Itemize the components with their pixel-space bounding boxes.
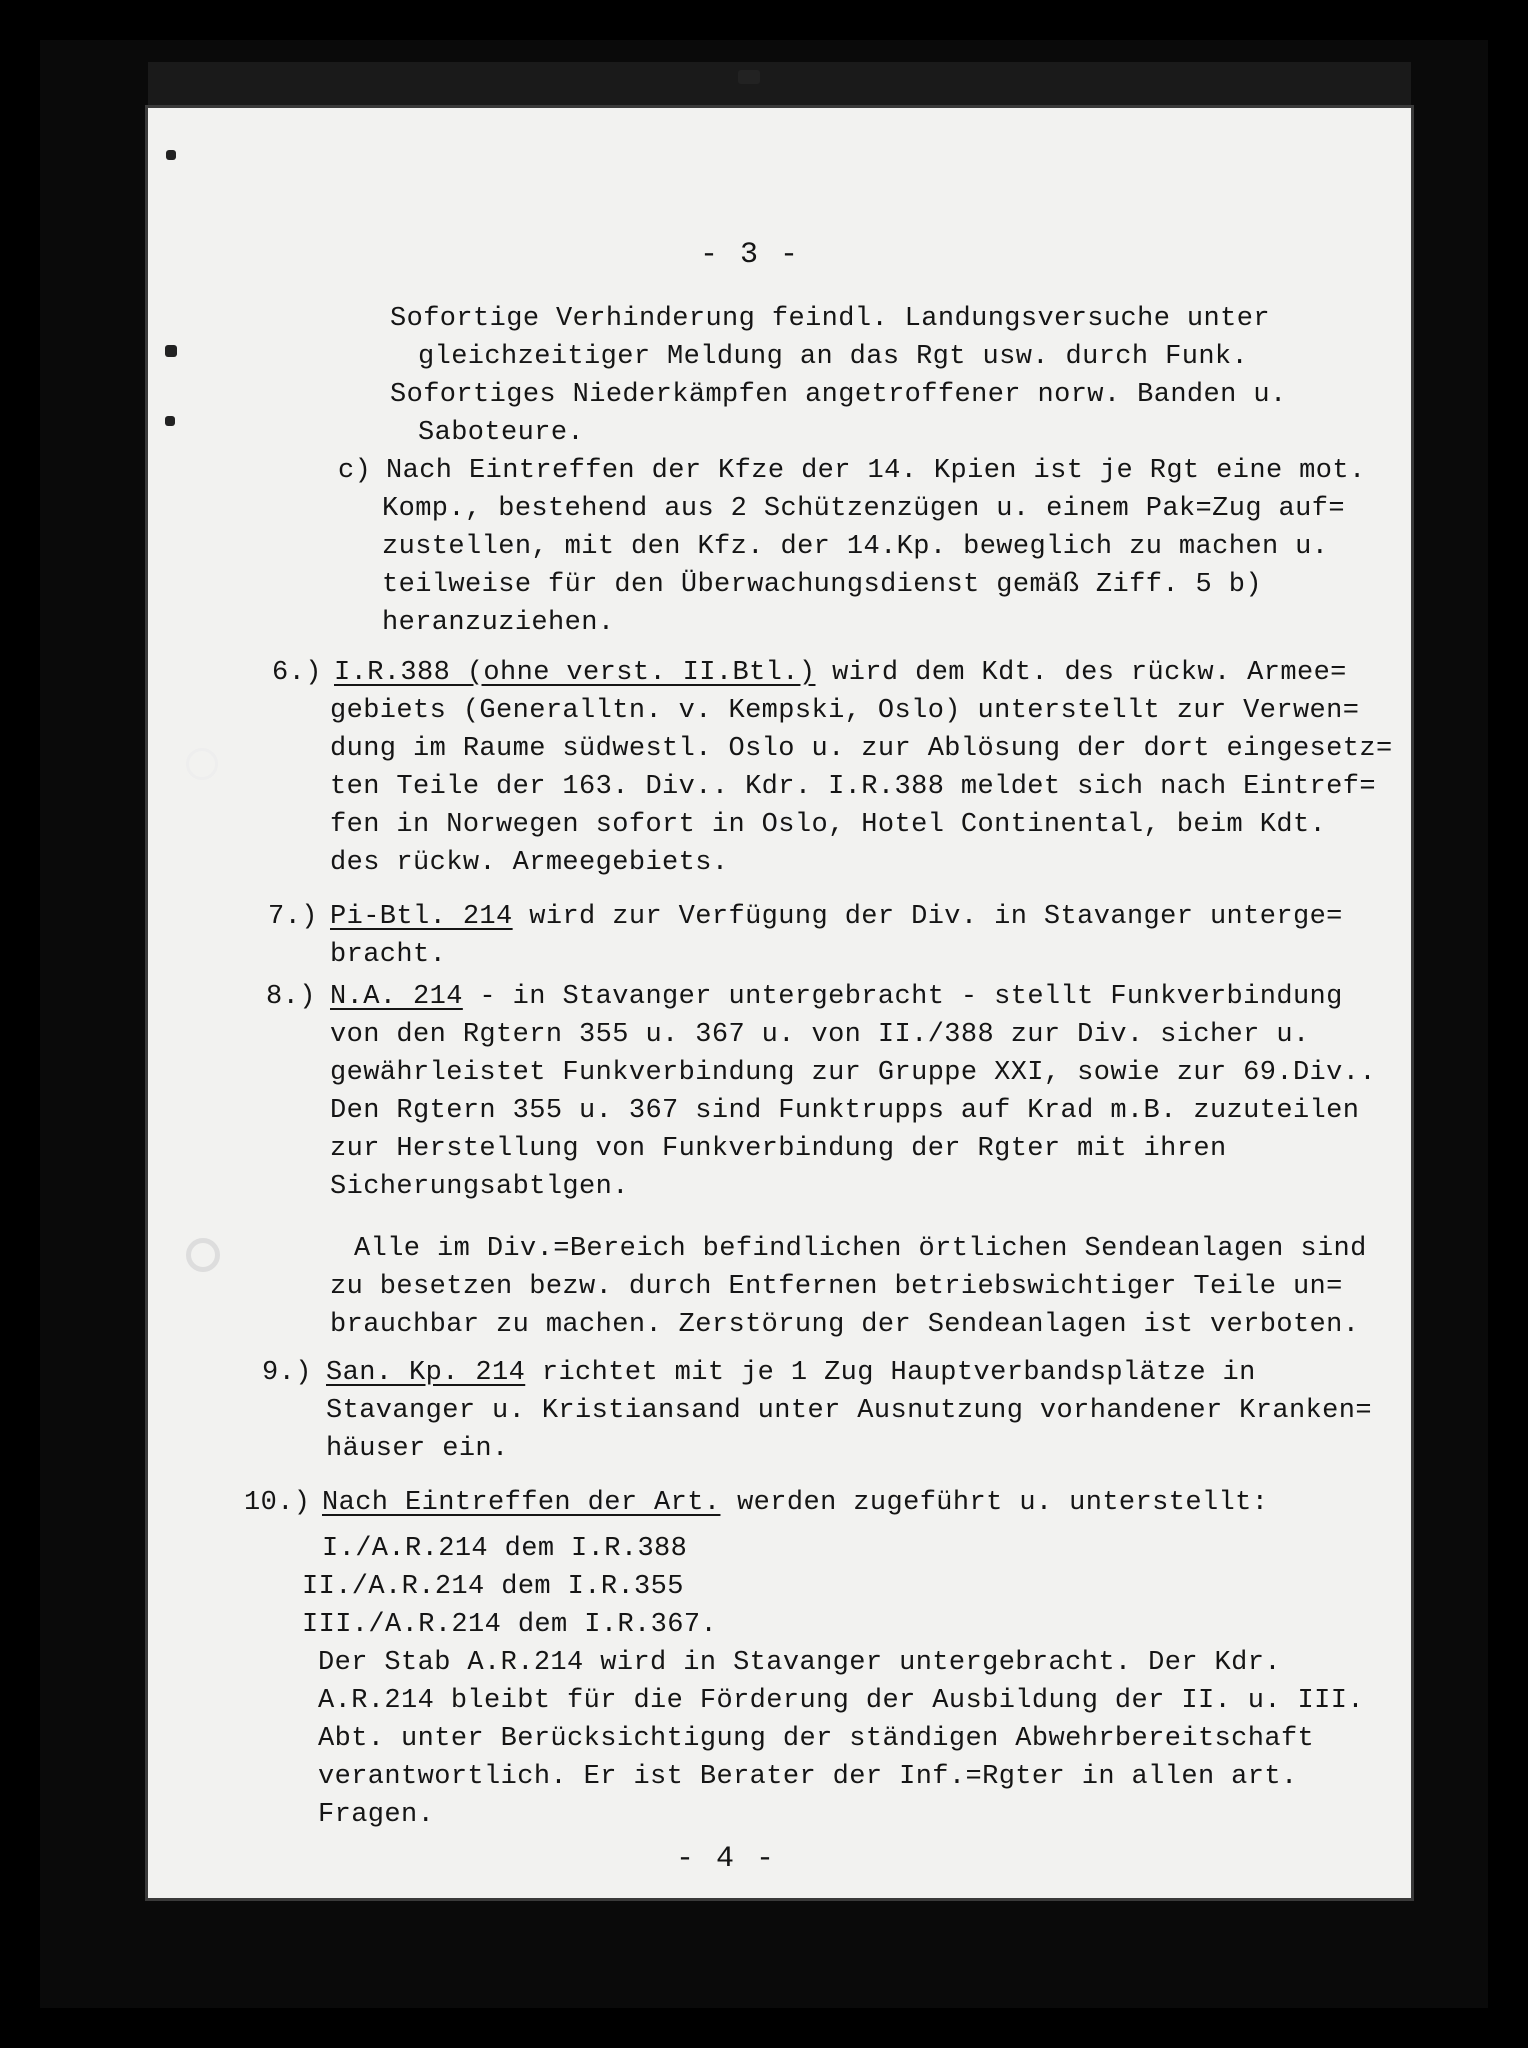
text-run: werden zugeführt u. unterstellt: bbox=[720, 1488, 1269, 1518]
item-heading: I.R.388 (ohne verst. II.Btl.) bbox=[334, 658, 816, 688]
text-line: Fragen. bbox=[318, 1800, 435, 1830]
text-line: fen in Norwegen sofort in Oslo, Hotel Continental, beim Kdt. bbox=[330, 810, 1327, 840]
text-run: wird dem Kdt. des rückw. Armee= bbox=[815, 658, 1347, 688]
text-line: Alle im Div.=Bereich befindlichen örtlichen Sendeanlagen sind bbox=[354, 1234, 1367, 1264]
text-line: von den Rgtern 355 u. 367 u. von II./388 zur Div. sicher u. bbox=[330, 1020, 1310, 1050]
text-line: heranzuziehen. bbox=[382, 608, 615, 638]
item-heading-line bbox=[326, 1354, 1256, 1392]
item-number: 8.) bbox=[266, 982, 316, 1012]
text-line: teilweise für den Überwachungsdienst gemäß Ziff. 5 b) bbox=[382, 570, 1262, 600]
text-line: ten Teile der 163. Div.. Kdr. I.R.388 meldet sich nach Eintref= bbox=[330, 772, 1376, 802]
text-line: dung im Raume südwestl. Oslo u. zur Ablösung der dort eingesetz= bbox=[330, 734, 1393, 764]
text-line: I./A.R.214 dem I.R.388 bbox=[322, 1534, 688, 1564]
item-number: 7.) bbox=[268, 902, 318, 932]
item-label: c) bbox=[338, 456, 372, 486]
text-line: gewährleistet Funkverbindung zur Gruppe XXI, sowie zur 69.Div.. bbox=[330, 1058, 1376, 1088]
text-line: II./A.R.214 dem I.R.355 bbox=[302, 1572, 684, 1602]
text-line: zur Herstellung von Funkverbindung der Rgter mit ihren bbox=[330, 1134, 1227, 1164]
text-line: A.R.214 bleibt für die Förderung der Ausbildung der II. u. III. bbox=[318, 1686, 1364, 1716]
text-line: Abt. unter Berücksichtigung der ständigen Abwehrbereitschaft bbox=[318, 1724, 1315, 1754]
text-line: Der Stab A.R.214 wird in Stavanger untergebracht. Der Kdr. bbox=[318, 1648, 1281, 1678]
item-heading: N.A. 214 bbox=[330, 982, 463, 1012]
text-line: bracht. bbox=[330, 940, 447, 970]
text-line: Saboteure. bbox=[418, 418, 585, 448]
text-line: zu besetzen bezw. durch Entfernen betriebswichtiger Teile un= bbox=[330, 1272, 1343, 1302]
text-line: III./A.R.214 dem I.R.367. bbox=[302, 1610, 718, 1640]
item-heading-line bbox=[330, 898, 1343, 936]
text-line: Sofortiges Niederkämpfen angetroffener norw. Banden u. bbox=[390, 380, 1287, 410]
text-line: brauchbar zu machen. Zerstörung der Sendeanlagen ist verboten. bbox=[330, 1310, 1360, 1340]
text-run: richtet mit je 1 Zug Hauptverbandsplätze in bbox=[525, 1358, 1256, 1388]
page-number-bottom: - 4 - bbox=[676, 1842, 777, 1876]
text-line: Stavanger u. Kristiansand unter Ausnutzung vorhandener Kranken= bbox=[326, 1396, 1372, 1426]
text-line: gebiets (Generalltn. v. Kempski, Oslo) unterstellt zur Verwen= bbox=[330, 696, 1360, 726]
text-run: - in Stavanger untergebracht - stellt Funkverbindung bbox=[462, 982, 1343, 1012]
text-line: verantwortlich. Er ist Berater der Inf.=Rgter in allen art. bbox=[318, 1762, 1298, 1792]
item-heading-line bbox=[322, 1484, 1268, 1522]
text-line: Sofortige Verhinderung feindl. Landungsversuche unter bbox=[390, 304, 1270, 334]
item-heading-line bbox=[330, 978, 1343, 1016]
item-heading-line bbox=[334, 654, 1347, 692]
item-number: 10.) bbox=[244, 1488, 311, 1518]
text-line: Sicherungsabtlgen. bbox=[330, 1172, 629, 1202]
item-heading: Nach Eintreffen der Art. bbox=[322, 1488, 721, 1518]
text-line: häuser ein. bbox=[326, 1434, 509, 1464]
text-line: des rückw. Armeegebiets. bbox=[330, 848, 729, 878]
item-number: 6.) bbox=[272, 658, 322, 688]
text-line: zustellen, mit den Kfz. der 14.Kp. beweglich zu machen u. bbox=[382, 532, 1329, 562]
text-run: wird zur Verfügung der Div. in Stavanger unterge= bbox=[512, 902, 1343, 932]
text-line: Komp., bestehend aus 2 Schützenzügen u. einem Pak=Zug auf= bbox=[382, 494, 1345, 524]
text-line: gleichzeitiger Meldung an das Rgt usw. durch Funk. bbox=[418, 342, 1249, 372]
page-number-top: - 3 - bbox=[700, 238, 801, 272]
item-heading: San. Kp. 214 bbox=[326, 1358, 526, 1388]
text-line: Den Rgtern 355 u. 367 sind Funktrupps auf Krad m.B. zuzuteilen bbox=[330, 1096, 1360, 1126]
item-number: 9.) bbox=[262, 1358, 312, 1388]
item-heading: Pi-Btl. 214 bbox=[330, 902, 513, 932]
text-line: Nach Eintreffen der Kfze der 14. Kpien ist je Rgt eine mot. bbox=[386, 456, 1366, 486]
